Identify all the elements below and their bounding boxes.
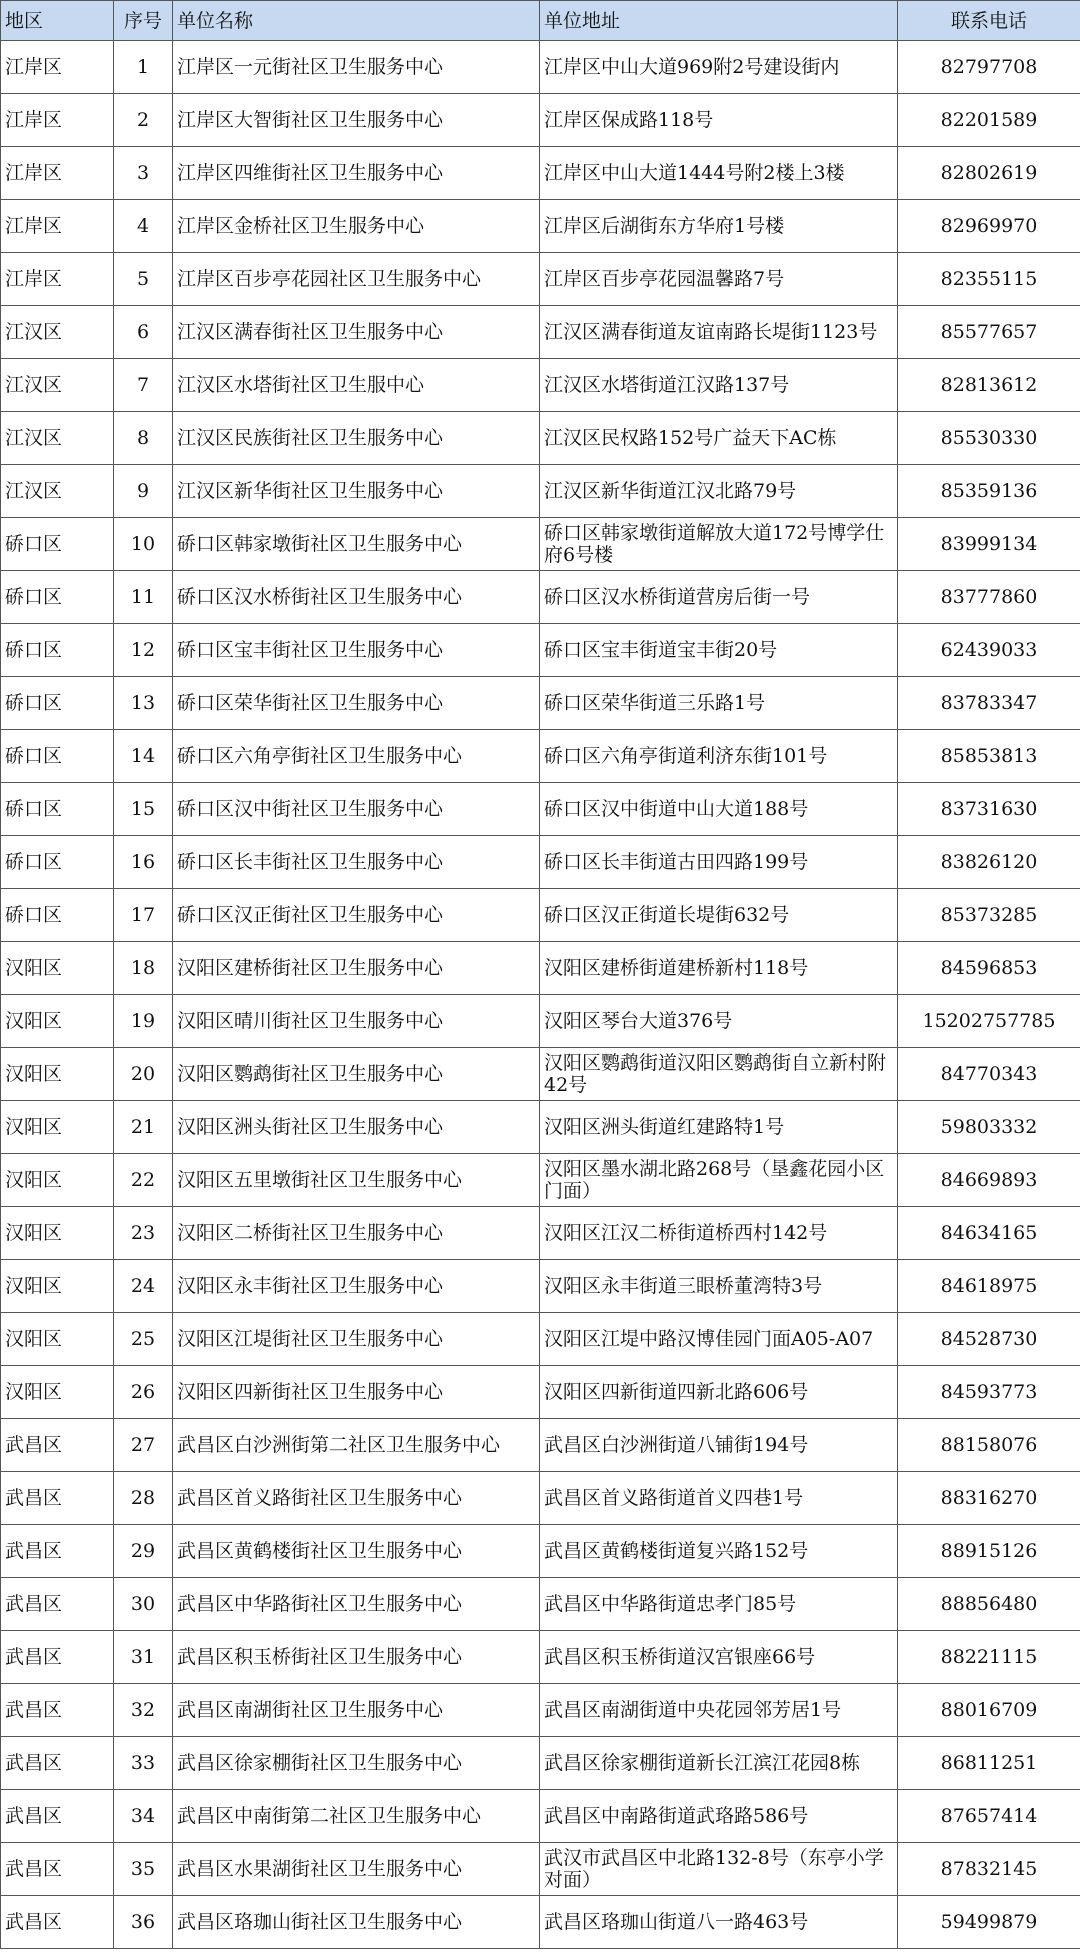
cell-region: 汉阳区 bbox=[1, 995, 114, 1048]
cell-address: 汉阳区洲头街道红建路特1号 bbox=[540, 1101, 898, 1154]
header-no: 序号 bbox=[114, 1, 173, 41]
cell-phone: 83783347 bbox=[898, 677, 1080, 730]
table-row bbox=[1, 889, 1080, 942]
cell-address: 硚口区韩家墩街道解放大道172号博学仕府6号楼 bbox=[540, 518, 898, 571]
cell-name: 武昌区积玉桥街社区卫生服务中心 bbox=[173, 1631, 540, 1684]
cell-region: 江汉区 bbox=[1, 306, 114, 359]
header-name: 单位名称 bbox=[173, 1, 540, 41]
cell-no: 18 bbox=[114, 942, 173, 995]
table-row bbox=[1, 1472, 1080, 1525]
cell-name: 硚口区长丰街社区卫生服务中心 bbox=[173, 836, 540, 889]
cell-region: 武昌区 bbox=[1, 1578, 114, 1631]
cell-region: 武昌区 bbox=[1, 1896, 114, 1949]
table-row bbox=[1, 1843, 1080, 1896]
cell-region: 汉阳区 bbox=[1, 1101, 114, 1154]
cell-name: 武昌区中南街第二社区卫生服务中心 bbox=[173, 1790, 540, 1843]
cell-region: 武昌区 bbox=[1, 1525, 114, 1578]
cell-phone: 85853813 bbox=[898, 730, 1080, 783]
table-row bbox=[1, 1260, 1080, 1313]
cell-phone: 84669893 bbox=[898, 1154, 1080, 1207]
cell-phone: 82802619 bbox=[898, 147, 1080, 200]
cell-phone: 83999134 bbox=[898, 518, 1080, 571]
cell-address: 武昌区积玉桥街道汉宫银座66号 bbox=[540, 1631, 898, 1684]
cell-name: 武昌区南湖街社区卫生服务中心 bbox=[173, 1684, 540, 1737]
cell-address: 武昌区首义路街道首义四巷1号 bbox=[540, 1472, 898, 1525]
cell-address: 江汉区满春街道友谊南路长堤街1123号 bbox=[540, 306, 898, 359]
table-row bbox=[1, 1207, 1080, 1260]
header-row bbox=[1, 1, 1080, 41]
cell-no: 17 bbox=[114, 889, 173, 942]
cell-no: 5 bbox=[114, 253, 173, 306]
header-phone: 联系电话 bbox=[898, 1, 1080, 41]
cell-address: 武昌区徐家棚街道新长江滨江花园8栋 bbox=[540, 1737, 898, 1790]
cell-name: 江汉区民族街社区卫生服务中心 bbox=[173, 412, 540, 465]
cell-address: 江汉区新华街道江汉北路79号 bbox=[540, 465, 898, 518]
cell-name: 江汉区水塔街社区卫生服中心 bbox=[173, 359, 540, 412]
cell-region: 汉阳区 bbox=[1, 1048, 114, 1101]
cell-name: 汉阳区洲头街社区卫生服务中心 bbox=[173, 1101, 540, 1154]
cell-address: 武昌区南湖街道中央花园邻芳居1号 bbox=[540, 1684, 898, 1737]
cell-phone: 82797708 bbox=[898, 41, 1080, 94]
table-row bbox=[1, 465, 1080, 518]
cell-name: 硚口区汉中街社区卫生服务中心 bbox=[173, 783, 540, 836]
cell-region: 硚口区 bbox=[1, 518, 114, 571]
cell-name: 汉阳区鹦鹉街社区卫生服务中心 bbox=[173, 1048, 540, 1101]
cell-phone: 83826120 bbox=[898, 836, 1080, 889]
cell-phone: 84593773 bbox=[898, 1366, 1080, 1419]
cell-address: 汉阳区江汉二桥街道桥西村142号 bbox=[540, 1207, 898, 1260]
cell-no: 28 bbox=[114, 1472, 173, 1525]
cell-name: 汉阳区建桥街社区卫生服务中心 bbox=[173, 942, 540, 995]
cell-no: 4 bbox=[114, 200, 173, 253]
table-row bbox=[1, 94, 1080, 147]
cell-name: 江岸区四维街社区卫生服务中心 bbox=[173, 147, 540, 200]
cell-phone: 84596853 bbox=[898, 942, 1080, 995]
cell-address: 硚口区六角亭街道利济东街101号 bbox=[540, 730, 898, 783]
cell-address: 武昌区中南路街道武珞路586号 bbox=[540, 1790, 898, 1843]
cell-no: 22 bbox=[114, 1154, 173, 1207]
cell-phone: 88221115 bbox=[898, 1631, 1080, 1684]
cell-address: 汉阳区墨水湖北路268号（垦鑫花园小区门面） bbox=[540, 1154, 898, 1207]
cell-address: 江岸区中山大道969附2号建设街内 bbox=[540, 41, 898, 94]
cell-no: 8 bbox=[114, 412, 173, 465]
table-row bbox=[1, 1631, 1080, 1684]
cell-address: 汉阳区琴台大道376号 bbox=[540, 995, 898, 1048]
cell-address: 汉阳区建桥街道建桥新村118号 bbox=[540, 942, 898, 995]
cell-no: 14 bbox=[114, 730, 173, 783]
table-row bbox=[1, 1154, 1080, 1207]
cell-phone: 59803332 bbox=[898, 1101, 1080, 1154]
cell-name: 江岸区金桥社区卫生服务中心 bbox=[173, 200, 540, 253]
table-row bbox=[1, 1896, 1080, 1949]
cell-name: 江岸区百步亭花园社区卫生服务中心 bbox=[173, 253, 540, 306]
cell-no: 20 bbox=[114, 1048, 173, 1101]
table-row bbox=[1, 1737, 1080, 1790]
cell-name: 汉阳区二桥街社区卫生服务中心 bbox=[173, 1207, 540, 1260]
cell-region: 汉阳区 bbox=[1, 1366, 114, 1419]
table-row bbox=[1, 571, 1080, 624]
cell-name: 汉阳区晴川街社区卫生服务中心 bbox=[173, 995, 540, 1048]
cell-no: 1 bbox=[114, 41, 173, 94]
cell-region: 武昌区 bbox=[1, 1843, 114, 1896]
cell-phone: 83777860 bbox=[898, 571, 1080, 624]
cell-no: 24 bbox=[114, 1260, 173, 1313]
cell-address: 硚口区宝丰街道宝丰街20号 bbox=[540, 624, 898, 677]
cell-name: 硚口区荣华街社区卫生服务中心 bbox=[173, 677, 540, 730]
cell-no: 9 bbox=[114, 465, 173, 518]
cell-region: 武昌区 bbox=[1, 1790, 114, 1843]
cell-address: 汉阳区江堤中路汉博佳园门面A05-A07 bbox=[540, 1313, 898, 1366]
header-address: 单位地址 bbox=[540, 1, 898, 41]
cell-phone: 87832145 bbox=[898, 1843, 1080, 1896]
table-row bbox=[1, 995, 1080, 1048]
table-row bbox=[1, 359, 1080, 412]
cell-no: 19 bbox=[114, 995, 173, 1048]
cell-address: 硚口区汉水桥街道营房后街一号 bbox=[540, 571, 898, 624]
table-row bbox=[1, 412, 1080, 465]
cell-region: 汉阳区 bbox=[1, 1260, 114, 1313]
cell-address: 江汉区民权路152号广益天下AC栋 bbox=[540, 412, 898, 465]
cell-phone: 88856480 bbox=[898, 1578, 1080, 1631]
cell-phone: 86811251 bbox=[898, 1737, 1080, 1790]
table-row bbox=[1, 836, 1080, 889]
table-row bbox=[1, 1419, 1080, 1472]
cell-name: 江汉区满春街社区卫生服务中心 bbox=[173, 306, 540, 359]
cell-region: 硚口区 bbox=[1, 783, 114, 836]
table-row bbox=[1, 1101, 1080, 1154]
table-row bbox=[1, 518, 1080, 571]
cell-name: 武昌区徐家棚街社区卫生服务中心 bbox=[173, 1737, 540, 1790]
cell-region: 硚口区 bbox=[1, 730, 114, 783]
cell-name: 汉阳区四新街社区卫生服务中心 bbox=[173, 1366, 540, 1419]
cell-region: 武昌区 bbox=[1, 1737, 114, 1790]
cell-region: 武昌区 bbox=[1, 1684, 114, 1737]
table-row bbox=[1, 1790, 1080, 1843]
cell-region: 硚口区 bbox=[1, 889, 114, 942]
table-row bbox=[1, 677, 1080, 730]
cell-no: 29 bbox=[114, 1525, 173, 1578]
cell-region: 江汉区 bbox=[1, 359, 114, 412]
table-body bbox=[1, 41, 1080, 1949]
cell-phone: 15202757785 bbox=[898, 995, 1080, 1048]
cell-no: 15 bbox=[114, 783, 173, 836]
table-row bbox=[1, 1525, 1080, 1578]
cell-address: 江岸区后湖街东方华府1号楼 bbox=[540, 200, 898, 253]
cell-no: 23 bbox=[114, 1207, 173, 1260]
cell-name: 武昌区黄鹤楼街社区卫生服务中心 bbox=[173, 1525, 540, 1578]
cell-no: 36 bbox=[114, 1896, 173, 1949]
cell-phone: 82813612 bbox=[898, 359, 1080, 412]
cell-phone: 85373285 bbox=[898, 889, 1080, 942]
cell-region: 武昌区 bbox=[1, 1472, 114, 1525]
table-row bbox=[1, 253, 1080, 306]
cell-phone: 87657414 bbox=[898, 1790, 1080, 1843]
cell-phone: 59499879 bbox=[898, 1896, 1080, 1949]
cell-region: 江汉区 bbox=[1, 412, 114, 465]
cell-address: 汉阳区鹦鹉街道汉阳区鹦鹉街自立新村附42号 bbox=[540, 1048, 898, 1101]
cell-phone: 82969970 bbox=[898, 200, 1080, 253]
cell-region: 江汉区 bbox=[1, 465, 114, 518]
cell-name: 武昌区首义路街社区卫生服务中心 bbox=[173, 1472, 540, 1525]
table-row bbox=[1, 624, 1080, 677]
cell-phone: 88158076 bbox=[898, 1419, 1080, 1472]
cell-phone: 82201589 bbox=[898, 94, 1080, 147]
cell-address: 江岸区百步亭花园温馨路7号 bbox=[540, 253, 898, 306]
cell-region: 硚口区 bbox=[1, 624, 114, 677]
cell-no: 21 bbox=[114, 1101, 173, 1154]
table-row bbox=[1, 41, 1080, 94]
cell-name: 硚口区宝丰街社区卫生服务中心 bbox=[173, 624, 540, 677]
cell-phone: 85577657 bbox=[898, 306, 1080, 359]
cell-name: 汉阳区五里墩街社区卫生服务中心 bbox=[173, 1154, 540, 1207]
cell-phone: 88915126 bbox=[898, 1525, 1080, 1578]
cell-region: 汉阳区 bbox=[1, 1154, 114, 1207]
cell-phone: 85530330 bbox=[898, 412, 1080, 465]
cell-no: 10 bbox=[114, 518, 173, 571]
cell-address: 硚口区汉中街道中山大道188号 bbox=[540, 783, 898, 836]
cell-name: 武昌区珞珈山街社区卫生服务中心 bbox=[173, 1896, 540, 1949]
cell-phone: 62439033 bbox=[898, 624, 1080, 677]
cell-address: 武昌区黄鹤楼街道复兴路152号 bbox=[540, 1525, 898, 1578]
cell-address: 汉阳区四新街道四新北路606号 bbox=[540, 1366, 898, 1419]
cell-region: 汉阳区 bbox=[1, 1207, 114, 1260]
cell-no: 6 bbox=[114, 306, 173, 359]
cell-phone: 83731630 bbox=[898, 783, 1080, 836]
cell-address: 武昌区中华路街道忠孝门85号 bbox=[540, 1578, 898, 1631]
cell-address: 江岸区中山大道1444号附2楼上3楼 bbox=[540, 147, 898, 200]
cell-name: 汉阳区永丰街社区卫生服务中心 bbox=[173, 1260, 540, 1313]
cell-name: 武昌区白沙洲街第二社区卫生服务中心 bbox=[173, 1419, 540, 1472]
cell-region: 硚口区 bbox=[1, 571, 114, 624]
cell-region: 武昌区 bbox=[1, 1631, 114, 1684]
cell-no: 26 bbox=[114, 1366, 173, 1419]
cell-region: 江岸区 bbox=[1, 147, 114, 200]
cell-no: 34 bbox=[114, 1790, 173, 1843]
table-row bbox=[1, 1048, 1080, 1101]
cell-region: 江岸区 bbox=[1, 253, 114, 306]
cell-address: 硚口区荣华街道三乐路1号 bbox=[540, 677, 898, 730]
cell-phone: 85359136 bbox=[898, 465, 1080, 518]
cell-name: 江岸区大智街社区卫生服务中心 bbox=[173, 94, 540, 147]
cell-name: 硚口区汉水桥街社区卫生服务中心 bbox=[173, 571, 540, 624]
cell-region: 江岸区 bbox=[1, 41, 114, 94]
cell-no: 13 bbox=[114, 677, 173, 730]
cell-phone: 88316270 bbox=[898, 1472, 1080, 1525]
table-row bbox=[1, 783, 1080, 836]
cell-no: 3 bbox=[114, 147, 173, 200]
cell-phone: 84528730 bbox=[898, 1313, 1080, 1366]
table-row bbox=[1, 730, 1080, 783]
cell-region: 硚口区 bbox=[1, 836, 114, 889]
cell-region: 武昌区 bbox=[1, 1419, 114, 1472]
cell-name: 汉阳区江堤街社区卫生服务中心 bbox=[173, 1313, 540, 1366]
cell-address: 武昌区珞珈山街道八一路463号 bbox=[540, 1896, 898, 1949]
cell-name: 硚口区汉正街社区卫生服务中心 bbox=[173, 889, 540, 942]
table-row bbox=[1, 200, 1080, 253]
cell-region: 汉阳区 bbox=[1, 942, 114, 995]
cell-no: 27 bbox=[114, 1419, 173, 1472]
header-region: 地区 bbox=[1, 1, 114, 41]
cell-no: 7 bbox=[114, 359, 173, 412]
cell-region: 江岸区 bbox=[1, 94, 114, 147]
table-row bbox=[1, 1684, 1080, 1737]
cell-region: 江岸区 bbox=[1, 200, 114, 253]
cell-no: 2 bbox=[114, 94, 173, 147]
cell-phone: 84634165 bbox=[898, 1207, 1080, 1260]
cell-address: 武昌区白沙洲街道八铺街194号 bbox=[540, 1419, 898, 1472]
table-row bbox=[1, 942, 1080, 995]
cell-address: 江岸区保成路118号 bbox=[540, 94, 898, 147]
cell-no: 33 bbox=[114, 1737, 173, 1790]
cell-name: 硚口区六角亭街社区卫生服务中心 bbox=[173, 730, 540, 783]
cell-address: 武汉市武昌区中北路132-8号（东亭小学对面） bbox=[540, 1843, 898, 1896]
cell-name: 硚口区韩家墩街社区卫生服务中心 bbox=[173, 518, 540, 571]
table-row bbox=[1, 147, 1080, 200]
cell-phone: 84618975 bbox=[898, 1260, 1080, 1313]
cell-no: 25 bbox=[114, 1313, 173, 1366]
cell-name: 武昌区中华路街社区卫生服务中心 bbox=[173, 1578, 540, 1631]
table-row bbox=[1, 1578, 1080, 1631]
cell-no: 30 bbox=[114, 1578, 173, 1631]
cell-no: 11 bbox=[114, 571, 173, 624]
table-row bbox=[1, 1366, 1080, 1419]
cell-phone: 84770343 bbox=[898, 1048, 1080, 1101]
cell-name: 江汉区新华街社区卫生服务中心 bbox=[173, 465, 540, 518]
cell-name: 武昌区水果湖街社区卫生服务中心 bbox=[173, 1843, 540, 1896]
cell-phone: 82355115 bbox=[898, 253, 1080, 306]
cell-address: 汉阳区永丰街道三眼桥董湾特3号 bbox=[540, 1260, 898, 1313]
cell-no: 31 bbox=[114, 1631, 173, 1684]
cell-no: 32 bbox=[114, 1684, 173, 1737]
cell-no: 12 bbox=[114, 624, 173, 677]
cell-region: 汉阳区 bbox=[1, 1313, 114, 1366]
table-row bbox=[1, 1313, 1080, 1366]
cell-address: 硚口区长丰街道古田四路199号 bbox=[540, 836, 898, 889]
cell-address: 硚口区汉正街道长堤街632号 bbox=[540, 889, 898, 942]
cell-no: 16 bbox=[114, 836, 173, 889]
cell-name: 江岸区一元街社区卫生服务中心 bbox=[173, 41, 540, 94]
cell-no: 35 bbox=[114, 1843, 173, 1896]
cell-phone: 88016709 bbox=[898, 1684, 1080, 1737]
cell-address: 江汉区水塔街道江汉路137号 bbox=[540, 359, 898, 412]
cell-region: 硚口区 bbox=[1, 677, 114, 730]
table-row bbox=[1, 306, 1080, 359]
